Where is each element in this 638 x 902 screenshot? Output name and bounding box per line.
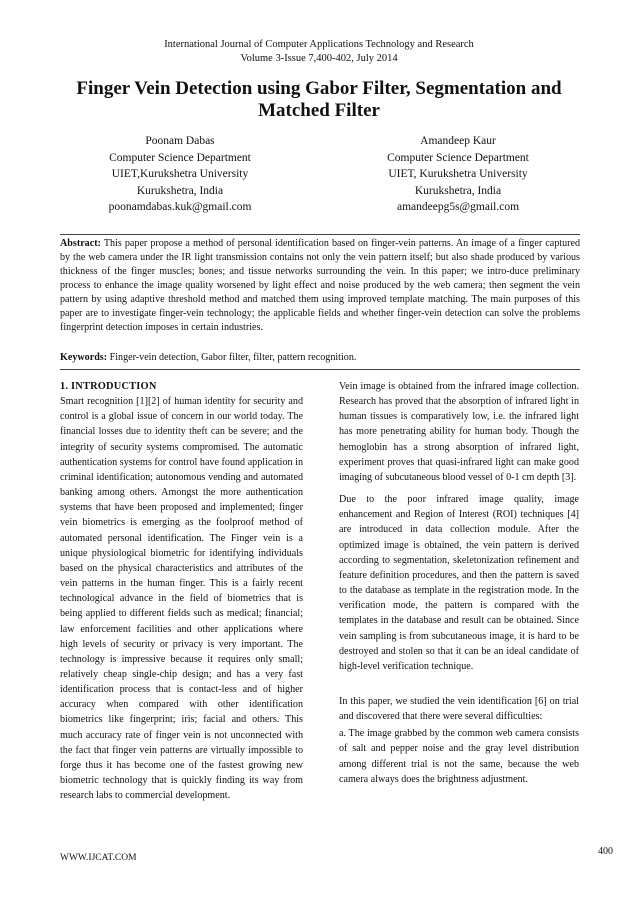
abstract-label: Abstract: [60, 238, 101, 249]
author-department: Computer Science Department [109, 151, 251, 164]
author-location: Kurukshetra, India [414, 184, 502, 197]
right-paragraph-1: Vein image is obtained from the infrared image collection. Research has proved that the absorption of infrared light in human tissues is comparatively low, i.e. the infrared light has more penetrating ability for human body. Though the hemoglobin has a strong absorption of infrared light, experiment proves that quasi-infrared light can make good imaging of subcutaneous blood vessel of 0-1 cm depth [3]. [339, 381, 579, 483]
abstract-text: This paper propose a method of personal identification based on finger-vein patterns. An image of a finger captured by the web camera under the IR light transmission contains not only the vein pattern itself; but also shade produced by various thickness of the finger muscles; bones; and tissue networks surrounding the vein. In this paper; we intro-duce preliminary process to enhance the image quality worsened by light effect and noise produced by the web camera; then segment the vein pattern by using adaptive threshold method and matched them using improved template matching. The main purposes of this paper are to investigate finger-vein technology; the applicable fields and whether finger-vein detection can solve the problems fingerprint detection imposes in certain industries. [60, 238, 581, 333]
abstract-top-rule [60, 234, 580, 235]
author-university: UIET,Kurukshetra University [111, 168, 249, 181]
author-university: UIET, Kurukshetra University [388, 168, 528, 181]
paper-title [40, 78, 598, 122]
page-number: 400 [598, 846, 613, 857]
keywords-text: Finger-vein detection, Gabor filter, filter, pattern recognition. [109, 352, 357, 363]
abstract [60, 237, 580, 335]
author-email: poonamdabas.kuk@gmail.com [108, 201, 252, 214]
author-block-2 [358, 133, 558, 216]
author-block-1 [80, 133, 280, 216]
abstract-bottom-rule [60, 369, 580, 370]
author-location: Kurukshetra, India [136, 184, 224, 197]
author-name: Amandeep Kaur [420, 135, 496, 147]
paper-title-line1: Finger Vein Detection using Gabor Filter, Segmentation and [76, 78, 562, 99]
keywords-label: Keywords: [60, 352, 108, 363]
right-paragraph-4: a. The image grabbed by the common web camera consists of salt and pepper noise and the gray level distribution among different trial is not the same, because the web camera always does the brightness adjustment. [339, 728, 579, 785]
right-paragraph-3: In this paper, we studied the vein identification [6] on trial and discovered that there were several difficulties: [339, 695, 579, 723]
journal-website: WWW.IJCAT.COM [60, 853, 137, 863]
author-department: Computer Science Department [387, 151, 529, 164]
right-column [339, 379, 579, 787]
intro-paragraph: Smart recognition [1][2] of human identity for security and control is a global issue of concern in our world today. The financial losses due to identity theft can be severe; and the integrity of security systems compromised. The automatic authentication systems for control have found application in criminal identification; autonomous vending and automated banking among others. Amongst the more authentication systems that have been proposed and implemented; finger vein biometrics is emerging as the foolproof method of automated personal identification. The Finger vein is a unique physiological biometric for identifying individuals based on the physical characteristics and attributes of the vein patterns in the human finger. This is a fairly recent technological advance in the field of biometrics that is being applied to different fields such as medical; financial; law enforcement facilities and other applications where high levels of security or privacy is very important. The technology is impressive because it requires only small; relatively cheap single-chip design; and has a very fast identification process that is contact-less and of higher accuracy when compared with other identification biometrics like fingerprint; iris; facial and others. This much accuracy rate of finger vein is not unconnected with the fact that finger vein patterns are virtually impossible to forge thus it has become one of the fastest growing new biometric technology that is quickly finding its way from research labs to commercial development. [60, 396, 303, 802]
left-column [60, 379, 303, 803]
section-heading-introduction: 1. INTRODUCTION [60, 381, 157, 392]
keywords [60, 351, 580, 365]
author-email: amandeepg5s@gmail.com [396, 201, 520, 214]
journal-name: International Journal of Computer Applications Technology and Research [164, 39, 474, 50]
right-paragraph-2: Due to the poor infrared image quality, image enhancement and Region of Interest (ROI) techniques [4] are introduced in data collection module. After the optimized image is obtained, the vein pattern is derived according to segmentation, skeletonization refinement and feature definition procedures, and then the pattern is saved to the database as template in the registration mode. In the verification mode, the pattern is compared with the templates in the database and result can be obtained. Since vein sampling is from subcutaneous image, it is hard to be destroyed and stolen so that it can be an ideal candidate of high-level verification technique. [339, 494, 579, 672]
author-name: Poonam Dabas [145, 135, 215, 147]
journal-volume: Volume 3-Issue 7,400-402, July 2014 [240, 53, 398, 64]
paper-title-line2: Matched Filter [258, 100, 380, 121]
